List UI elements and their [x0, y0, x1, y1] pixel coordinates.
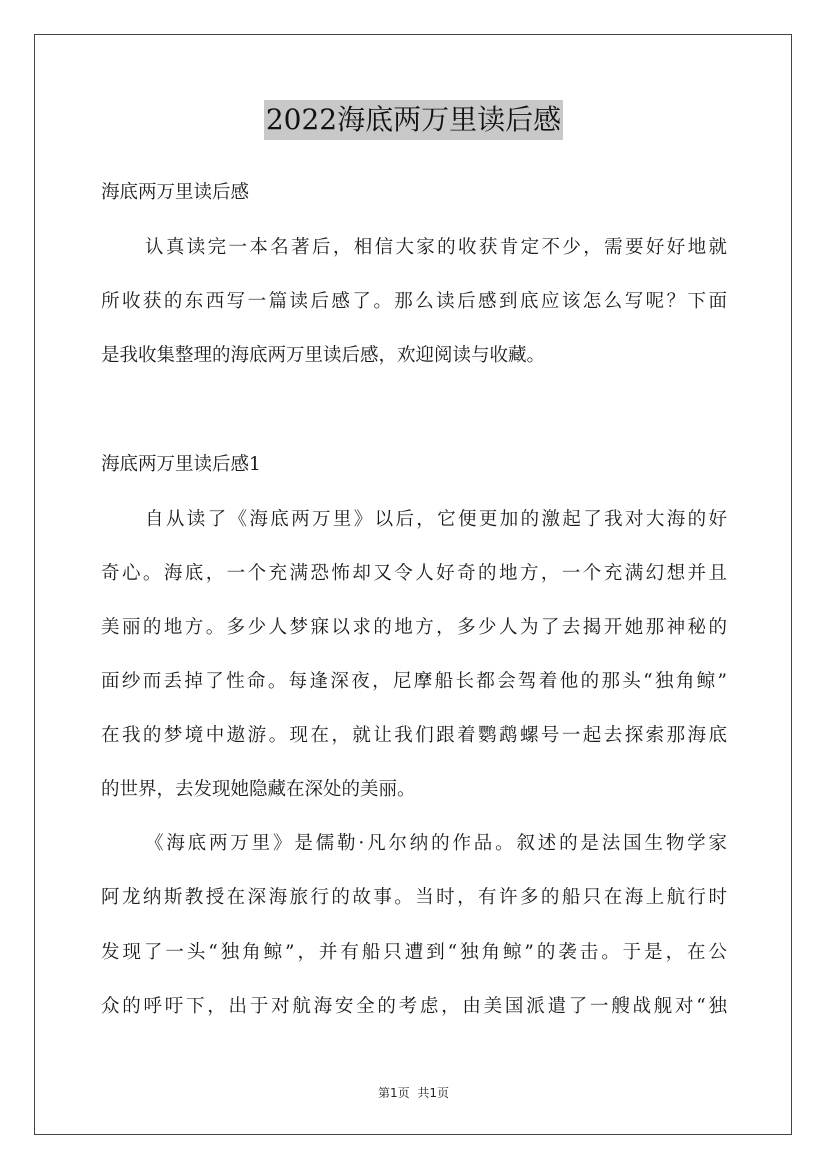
paragraph-line: 在我的梦境中遨游。现在，就让我们跟着鹦鹉螺号一起去探索那海底 — [101, 725, 727, 746]
paragraph-line: 的世界，去发现她隐藏在深处的美丽。 — [101, 779, 416, 800]
paragraph-line: 自从读了《海底两万里》以后，它便更加的激起了我对大海的好 — [145, 509, 727, 530]
paragraph-line: 发现了一头“独角鲸”，并有船只遭到“独角鲸”的袭击。于是，在公 — [101, 942, 727, 963]
document-title: 2022海底两万里读后感 — [264, 100, 563, 140]
page-total: 共1页 — [417, 1086, 449, 1100]
paragraph-line: 美丽的地方。多少人梦寐以求的地方，多少人为了去揭开她那神秘的 — [101, 617, 727, 638]
intro-line: 是我收集整理的海底两万里读后感，欢迎阅读与收藏。 — [101, 345, 546, 366]
section-heading: 海底两万里读后感1 — [101, 454, 261, 475]
subtitle: 海底两万里读后感 — [101, 182, 250, 203]
paragraph-line: 面纱而丢掉了性命。每逢深夜，尼摩船长都会驾着他的那头“独角鲸” — [101, 671, 727, 692]
paragraph-line: 奇心。海底，一个充满恐怖却又令人好奇的地方，一个充满幻想并且 — [101, 563, 727, 584]
page-footer — [0, 1084, 827, 1101]
page-number: 第1页 — [378, 1086, 410, 1100]
intro-line: 认真读完一本名著后，相信大家的收获肯定不少，需要好好地就 — [145, 237, 727, 258]
title-container — [0, 100, 827, 140]
paragraph-line: 《海底两万里》是儒勒·凡尔纳的作品。叙述的是法国生物学家 — [145, 833, 727, 854]
paragraph-line: 众的呼吁下，出于对航海安全的考虑，由美国派遣了一艘战舰对“独 — [101, 996, 727, 1017]
paragraph-line: 阿龙纳斯教授在深海旅行的故事。当时，有许多的船只在海上航行时 — [101, 887, 727, 908]
intro-line: 所收获的东西写一篇读后感了。那么读后感到底应该怎么写呢？下面 — [101, 291, 727, 312]
